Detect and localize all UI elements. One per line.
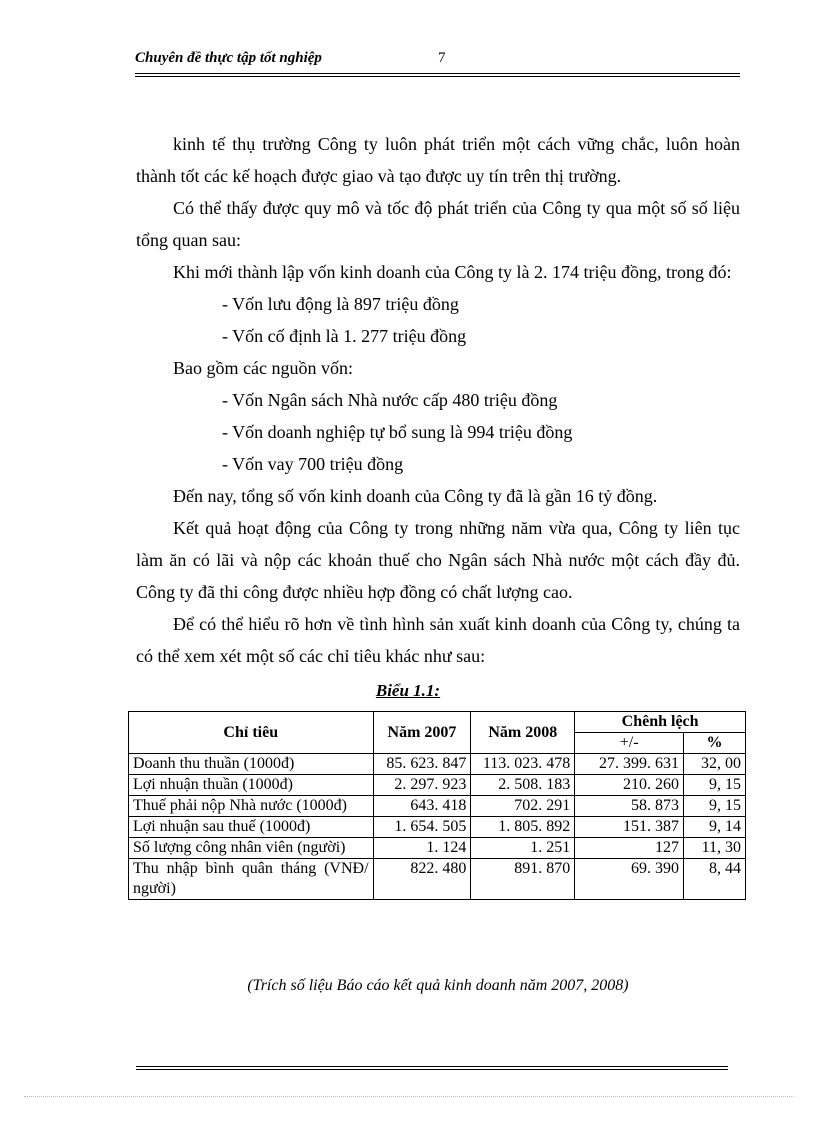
cell-indicator: Lợi nhuận thuần (1000đ) <box>129 775 374 796</box>
col-header-absolute: +/- <box>575 733 684 754</box>
cell-2007: 2. 297. 923 <box>373 775 471 796</box>
table-row <box>129 838 746 859</box>
col-header-indicator: Chỉ tiêu <box>129 712 374 754</box>
table-caption: Biểu 1.1: <box>375 681 441 700</box>
cell-2008: 702. 291 <box>471 796 575 817</box>
paragraph: Để có thể hiểu rõ hơn về tình hình sản xuất kinh doanh của Công ty, chúng ta có thể xem xét một số các chỉ tiêu khác như sau: <box>136 614 740 666</box>
cell-absolute: 69. 390 <box>575 859 684 900</box>
page-edge-dotted-line <box>24 1096 794 1097</box>
cell-indicator: Lợi nhuận sau thuế (1000đ) <box>129 817 374 838</box>
page-header <box>135 46 740 76</box>
cell-2008: 1. 805. 892 <box>471 817 575 838</box>
paragraph: Kết quả hoạt động của Công ty trong những năm vừa qua, Công ty liên tục làm ăn có lãi và nộp các khoản thuế cho Ngân sách Nhà nước một cách đầy đủ. Công ty đã thi công được nhiều hợp đồng có chất lượng cao. <box>136 518 740 602</box>
col-header-difference: Chênh lệch <box>575 712 746 733</box>
cell-indicator: Số lượng công nhân viên (người) <box>129 838 374 859</box>
cell-2008: 113. 023. 478 <box>471 754 575 775</box>
cell-2007: 643. 418 <box>373 796 471 817</box>
cell-indicator: Thu nhập bình quân tháng (VNĐ/ người) <box>129 859 374 900</box>
paragraph: Bao gồm các nguồn vốn: <box>173 358 353 378</box>
table-row <box>129 796 746 817</box>
table-row <box>129 775 746 796</box>
cell-indicator: Doanh thu thuần (1000đ) <box>129 754 374 775</box>
cell-percent: 9, 15 <box>684 796 746 817</box>
cell-percent: 8, 44 <box>684 859 746 900</box>
cell-2007: 822. 480 <box>373 859 471 900</box>
cell-2008: 891. 870 <box>471 859 575 900</box>
header-rule-bottom <box>135 76 740 77</box>
footer-rule-bottom <box>136 1069 728 1070</box>
paragraph: Đến nay, tổng số vốn kinh doanh của Công ty đã là gần 16 tỷ đồng. <box>173 486 658 506</box>
cell-percent: 9, 14 <box>684 817 746 838</box>
table-row <box>129 859 746 900</box>
cell-2007: 1. 654. 505 <box>373 817 471 838</box>
cell-absolute: 151. 387 <box>575 817 684 838</box>
cell-2008: 1. 251 <box>471 838 575 859</box>
cell-absolute: 27. 399. 631 <box>575 754 684 775</box>
bullet-item: - Vốn cố định là 1. 277 triệu đồng <box>222 326 467 346</box>
paragraph: Khi mới thành lập vốn kinh doanh của Công ty là 2. 174 triệu đồng, trong đó: <box>173 262 732 282</box>
cell-absolute: 58. 873 <box>575 796 684 817</box>
body-text <box>136 128 740 672</box>
cell-percent: 32, 00 <box>684 754 746 775</box>
col-header-2008: Năm 2008 <box>471 712 575 754</box>
table-row <box>129 754 746 775</box>
footer-rule-top <box>136 1066 728 1067</box>
paragraph: kinh tế thụ trường Công ty luôn phát triển một cách vững chắc, luôn hoàn thành tốt các kế hoạch được giao và tạo được uy tín trên thị trường. <box>136 134 740 186</box>
cell-absolute: 127 <box>575 838 684 859</box>
cell-2007: 1. 124 <box>373 838 471 859</box>
cell-percent: 9, 15 <box>684 775 746 796</box>
table-source-note: (Trích số liệu Báo cáo kết quả kinh doanh năm 2007, 2008) <box>247 977 629 994</box>
paragraph: Có thể thấy được quy mô và tốc độ phát triển của Công ty qua một số số liệu tổng quan sau: <box>136 198 740 250</box>
bullet-item: - Vốn doanh nghiệp tự bổ sung là 994 triệu đồng <box>222 422 573 442</box>
cell-2007: 85. 623. 847 <box>373 754 471 775</box>
cell-2008: 2. 508. 183 <box>471 775 575 796</box>
col-header-2007: Năm 2007 <box>373 712 471 754</box>
cell-absolute: 210. 260 <box>575 775 684 796</box>
cell-percent: 11, 30 <box>684 838 746 859</box>
document-title: Chuyên đề thực tập tốt nghiệp <box>135 50 322 66</box>
table-row <box>129 817 746 838</box>
indicators-table <box>128 711 746 900</box>
col-header-percent: % <box>684 733 746 754</box>
cell-indicator: Thuế phải nộp Nhà nước (1000đ) <box>129 796 374 817</box>
page-number: 7 <box>438 50 446 66</box>
bullet-item: - Vốn vay 700 triệu đồng <box>222 454 404 474</box>
header-rule-top <box>135 73 740 74</box>
bullet-item: - Vốn lưu động là 897 triệu đồng <box>222 294 459 314</box>
bullet-item: - Vốn Ngân sách Nhà nước cấp 480 triệu đồng <box>222 390 558 410</box>
